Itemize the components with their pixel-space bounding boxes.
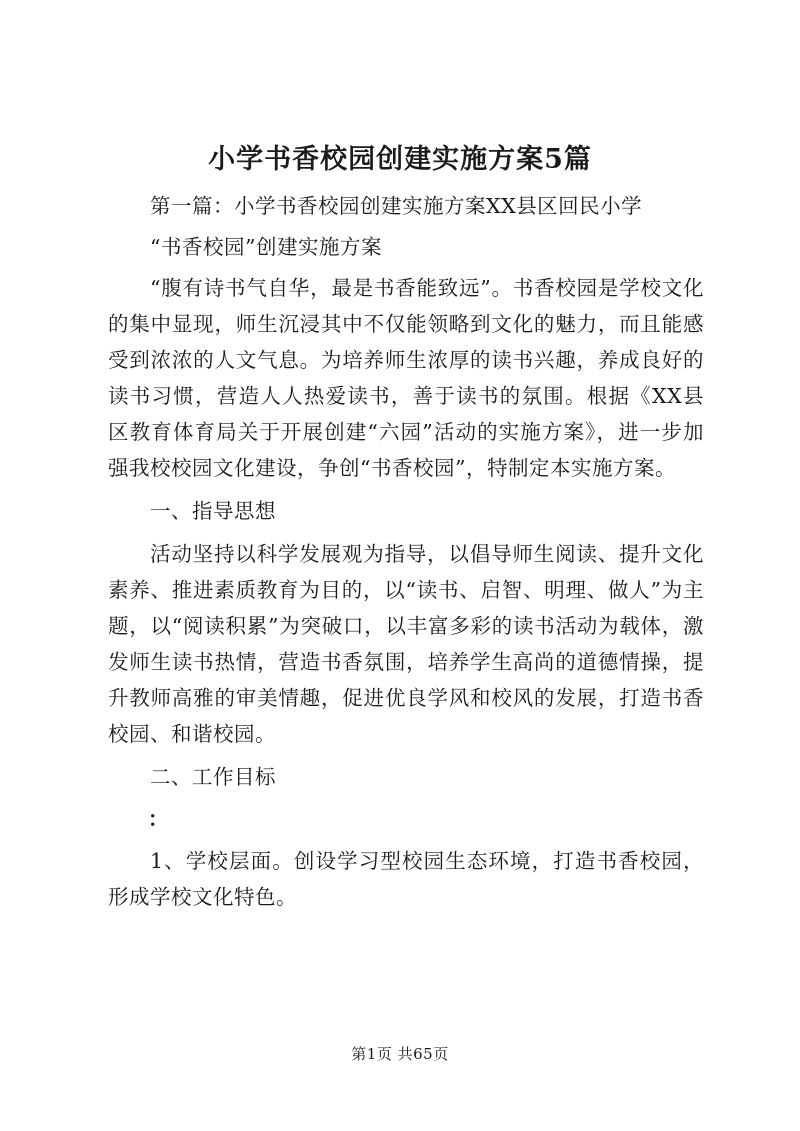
page-footer <box>0 1044 800 1064</box>
colon-line: ： <box>148 807 169 831</box>
document-body <box>108 188 704 915</box>
intro-paragraph: “腹有诗书气自华，最是书香能致远”。书香校园是学校文化的集中显现，师生沉浸其中不仅能领略到文化的魅力，而且能感受到浓浓的人文气息。为培养师生浓厚的读书兴趣，养成良好的读书习惯，营造人人热爱读书，善于读书的氛围。根据《XX县区教育体育局关于开展创建“六园”活动的实施方案》，进一步加强我校校园文化建设，争创“书香校园”，特制定本实施方案。 <box>108 276 704 480</box>
heading-guiding-ideology: 一、指导思想 <box>150 499 276 523</box>
guiding-ideology-paragraph: 活动坚持以科学发展观为指导，以倡导师生阅读、提升文化素养、推进素质教育为目的，以“读书、启智、明理、做人”为主题，以“阅读积累”为突破口，以丰富多彩的读书活动为载体，激发师生读书热情，营造书香氛围，培养学生高尚的道德情操，提升教师高雅的审美情趣，促进优良学风和校风的发展，打造书香校园、和谐校园。 <box>108 542 704 746</box>
document-title: 小学书香校园创建实施方案5篇 <box>208 144 592 175</box>
section-heading-part-one: 第一篇：小学书香校园创建实施方案XX县区回民小学 <box>150 194 643 218</box>
goal-item-1: 1、学校层面。创设学习型校园生态环境，打造书香校园，形成学校文化特色。 <box>108 849 704 909</box>
heading-work-goals: 二、工作目标 <box>150 765 276 789</box>
page-number-label: 第1页 共65页 <box>351 1045 449 1063</box>
plan-subtitle: “书香校园”创建实施方案 <box>150 235 382 259</box>
